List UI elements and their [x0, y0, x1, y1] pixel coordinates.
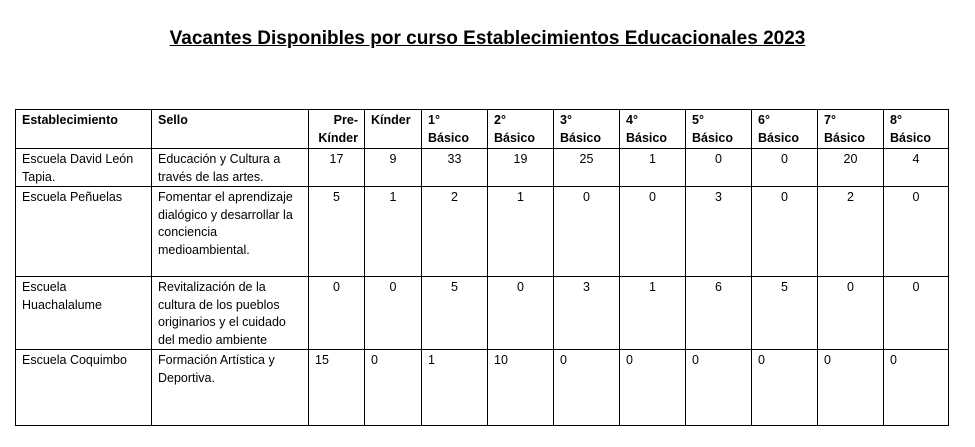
header-pre-kinder: Pre-Kínder	[309, 110, 365, 149]
vacancy-cell: 0	[686, 350, 752, 426]
header-1-basico: 1° Básico	[422, 110, 488, 149]
vacancy-cell: 0	[884, 187, 949, 277]
sello-cell: Educación y Cultura a través de las artes.	[152, 149, 309, 187]
vacancy-cell: 3	[686, 187, 752, 277]
vacancy-cell: 0	[752, 187, 818, 277]
vacancy-cell: 33	[422, 149, 488, 187]
header-8-basico: 8° Básico	[884, 110, 949, 149]
vacancy-cell: 6	[686, 277, 752, 350]
vacancy-cell: 0	[488, 277, 554, 350]
vacancy-cell: 0	[554, 187, 620, 277]
vacancy-cell: 2	[422, 187, 488, 277]
vacancy-cell: 9	[365, 149, 422, 187]
header-7-basico: 7° Básico	[818, 110, 884, 149]
table-row	[16, 277, 949, 350]
vacancy-cell: 0	[686, 149, 752, 187]
vacancy-cell: 0	[884, 350, 949, 426]
vacancy-cell: 0	[752, 149, 818, 187]
table-row	[16, 350, 949, 426]
vacancy-cell: 1	[422, 350, 488, 426]
vacancy-cell: 5	[309, 187, 365, 277]
vacancy-cell: 0	[818, 350, 884, 426]
vacancy-cell: 3	[554, 277, 620, 350]
vacancy-cell: 20	[818, 149, 884, 187]
vacancy-cell: 1	[488, 187, 554, 277]
vacancy-cell: 1	[620, 277, 686, 350]
establecimiento-cell: Escuela Peñuelas	[16, 187, 152, 277]
sello-cell: Revitalización de la cultura de los pueblos originarios y el cuidado del medio ambiente	[152, 277, 309, 350]
vacancy-cell: 2	[818, 187, 884, 277]
vacancy-cell: 0	[365, 350, 422, 426]
header-4-basico: 4° Básico	[620, 110, 686, 149]
vacancy-cell: 1	[365, 187, 422, 277]
vacancy-cell: 17	[309, 149, 365, 187]
sello-cell: Formación Artística y Deportiva.	[152, 350, 309, 426]
vacancy-cell: 0	[554, 350, 620, 426]
vacancy-cell: 5	[752, 277, 818, 350]
vacancy-cell: 15	[309, 350, 365, 426]
header-row	[16, 110, 949, 149]
establecimiento-cell: Escuela Huachalalume	[16, 277, 152, 350]
vacancy-cell: 10	[488, 350, 554, 426]
establecimiento-cell: Escuela David León Tapia.	[16, 149, 152, 187]
header-2-basico: 2° Básico	[488, 110, 554, 149]
header-6-basico: 6° Básico	[752, 110, 818, 149]
establecimiento-cell: Escuela Coquimbo	[16, 350, 152, 426]
vacancy-cell: 0	[752, 350, 818, 426]
vacancy-cell: 19	[488, 149, 554, 187]
vacancy-cell: 0	[620, 187, 686, 277]
header-kinder: Kínder	[365, 110, 422, 149]
vacancy-cell: 4	[884, 149, 949, 187]
header-establecimiento: Establecimiento	[16, 110, 152, 149]
vacancy-cell: 5	[422, 277, 488, 350]
header-3-basico: 3° Básico	[554, 110, 620, 149]
header-5-basico: 5° Básico	[686, 110, 752, 149]
vacancy-cell: 0	[365, 277, 422, 350]
vacancy-cell: 0	[884, 277, 949, 350]
vacancy-cell: 0	[309, 277, 365, 350]
header-sello: Sello	[152, 110, 309, 149]
table-row	[16, 187, 949, 277]
vacancy-cell: 1	[620, 149, 686, 187]
sello-cell: Fomentar el aprendizaje dialógico y desarrollar la conciencia medioambiental.	[152, 187, 309, 277]
table-row	[16, 149, 949, 187]
vacancy-cell: 25	[554, 149, 620, 187]
page-title: Vacantes Disponibles por curso Establecimientos Educacionales 2023	[169, 28, 806, 49]
vacancies-table	[15, 109, 949, 426]
vacancy-cell: 0	[818, 277, 884, 350]
vacancy-cell: 0	[620, 350, 686, 426]
